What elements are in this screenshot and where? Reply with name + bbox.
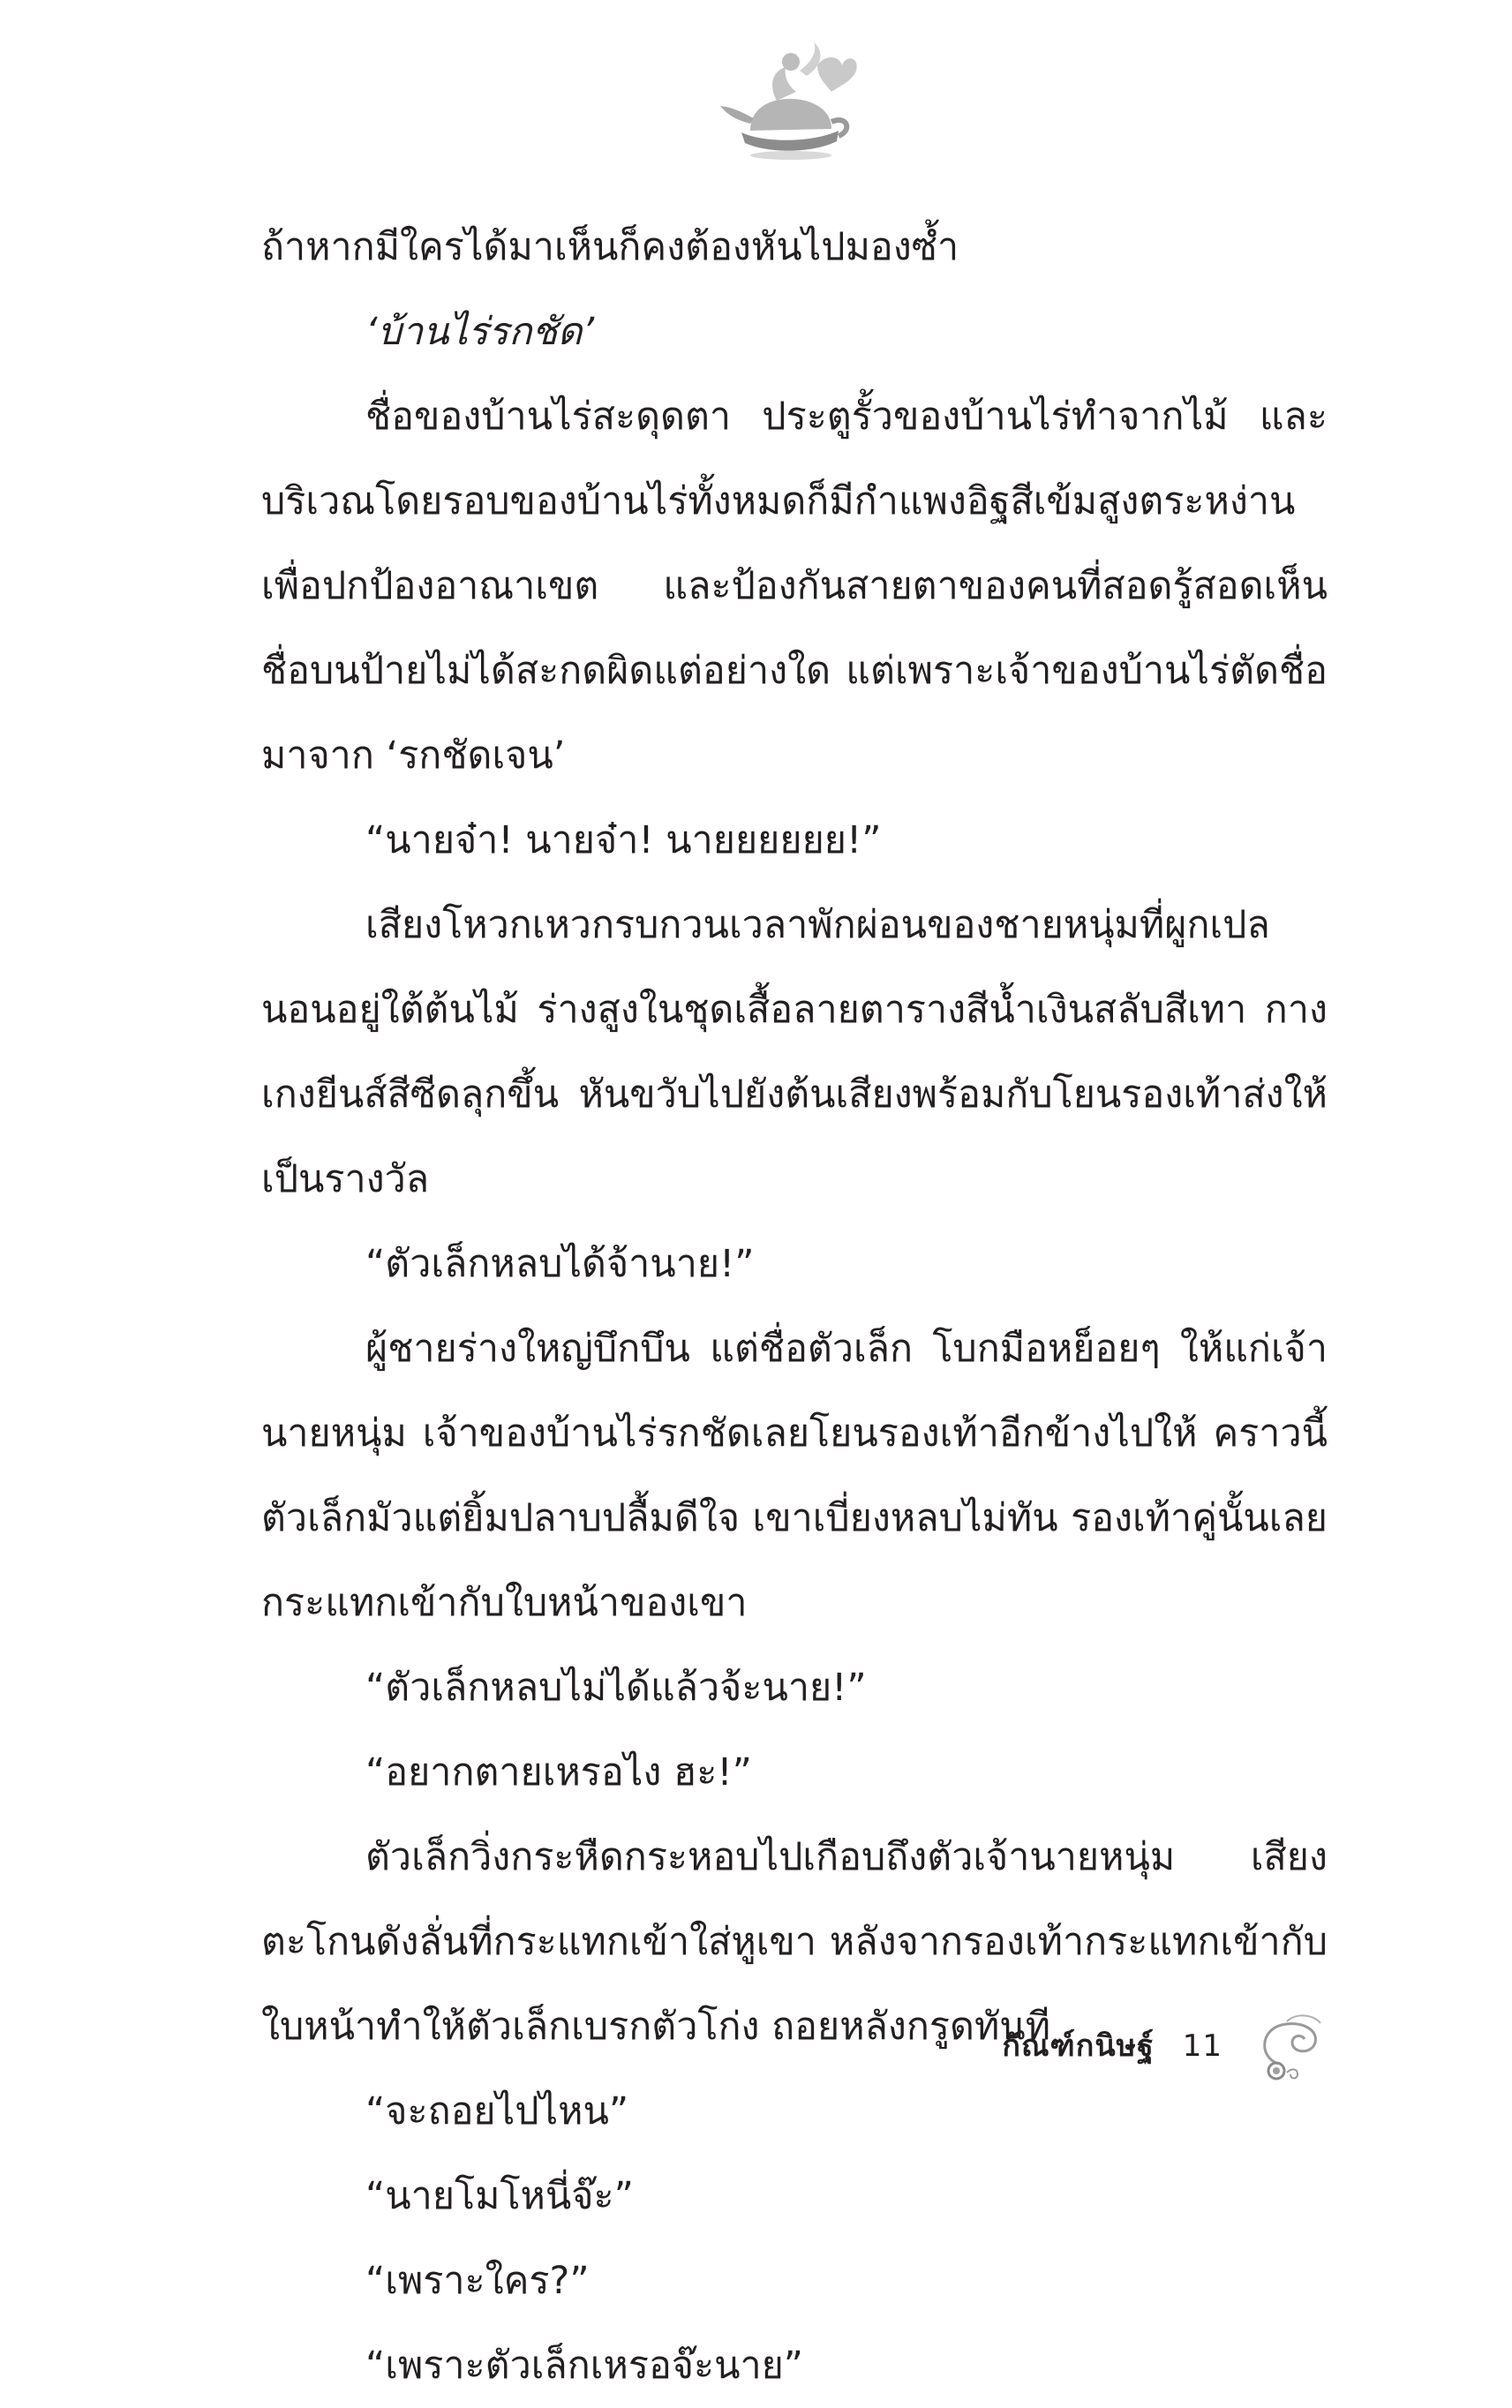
paragraph-9: “อยากตายเหรอไง ฮะ!” — [365, 1750, 752, 1795]
paragraph-6: “ตัวเล็กหลบได้จ้านาย!” — [365, 1242, 755, 1286]
swirl-ornament-icon — [1252, 2011, 1331, 2087]
paragraph-10: ตัวเล็กวิ่งกระหืดกระหอบไปเกือบถึงตัวเจ้านายหนุ่ม เสียงตะโกนดังลั่นที่กระแทกเข้าใส่หูเขา หลังจากรองเท้ากระแทกเข้ากับใบหน้าทำให้ตัวเล็กเบรกตัวโก่ง ถอยหลังกรูดทันที — [261, 1835, 1328, 2049]
paragraph-3: ชื่อของบ้านไร่สะดุดตา ประตูรั้วของบ้านไร่ทำจากไม้ และบริเวณโดยรอบของบ้านไร่ทั้งหมดก็มีกำแพงอิฐสีเข้มสูงตระหง่านเพื่อปกป้องอาณาเขต และป้องกันสายตาของคนที่สอดรู้สอดเห็น ชื่อบนป้ายไม่ได้สะกดผิดแต่อย่างใด แต่เพราะเจ้าของบ้านไร่ตัดชื่อมาจาก ‘รกชัดเจน’ — [261, 395, 1328, 778]
paragraph-8: “ตัวเล็กหลบไม่ได้แล้วจ้ะนาย!” — [365, 1666, 867, 1710]
paragraph-5: เสียงโหวกเหวกรบกวนเวลาพักผ่อนของชายหนุ่มที่ผูกเปลนอนอยู่ใต้ต้นไม้ ร่างสูงในชุดเสื้อลายตารางสีน้ำเงินสลับสีเทา กางเกงยีนส์สีซีดลุกขึ้น หันขวับไปยังต้นเสียงพร้อมกับโยนรองเท้าส่งให้เป็นรางวัล — [261, 903, 1328, 1201]
paragraph-11: “จะถอยไปไหน” — [365, 2089, 629, 2133]
paragraph-4: “นายจ๋า! นายจ๋า! นายยยยยย!” — [365, 818, 882, 862]
paragraph-2: ‘บ้านไร่รกชัด’ — [365, 310, 595, 354]
page-footer — [1002, 2021, 1222, 2069]
paragraph-13: “เพราะใคร?” — [365, 2259, 590, 2303]
paragraph-12: “นายโมโหนี่จ๊ะ” — [365, 2174, 634, 2218]
page-number: 11 — [1182, 2028, 1222, 2064]
genie-lamp-ornament-icon — [715, 35, 865, 168]
paragraph-14: “เพราะตัวเล็กเหรอจ๊ะนาย” — [365, 2344, 804, 2388]
book-title: กัณฑ์กนิษฐ์ — [1002, 2028, 1155, 2064]
paragraph-1: ถ้าหากมีใครได้มาเห็นก็คงต้องหันไปมองซ้ำ — [261, 225, 959, 269]
body-text — [261, 205, 1328, 2408]
paragraph-7: ผู้ชายร่างใหญ่บึกบึน แต่ชื่อตัวเล็ก โบกมือหย็อยๆ ให้แก่เจ้านายหนุ่ม เจ้าของบ้านไร่รกชัดเลยโยนรองเท้าอีกข้างไปให้ คราวนี้ตัวเล็กมัวแต่ยิ้มปลาบปลื้มดีใจ เขาเบี่ยงหลบไม่ทัน รองเท้าคู่นั้นเลยกระแทกเข้ากับใบหน้าของเขา — [261, 1327, 1328, 1625]
